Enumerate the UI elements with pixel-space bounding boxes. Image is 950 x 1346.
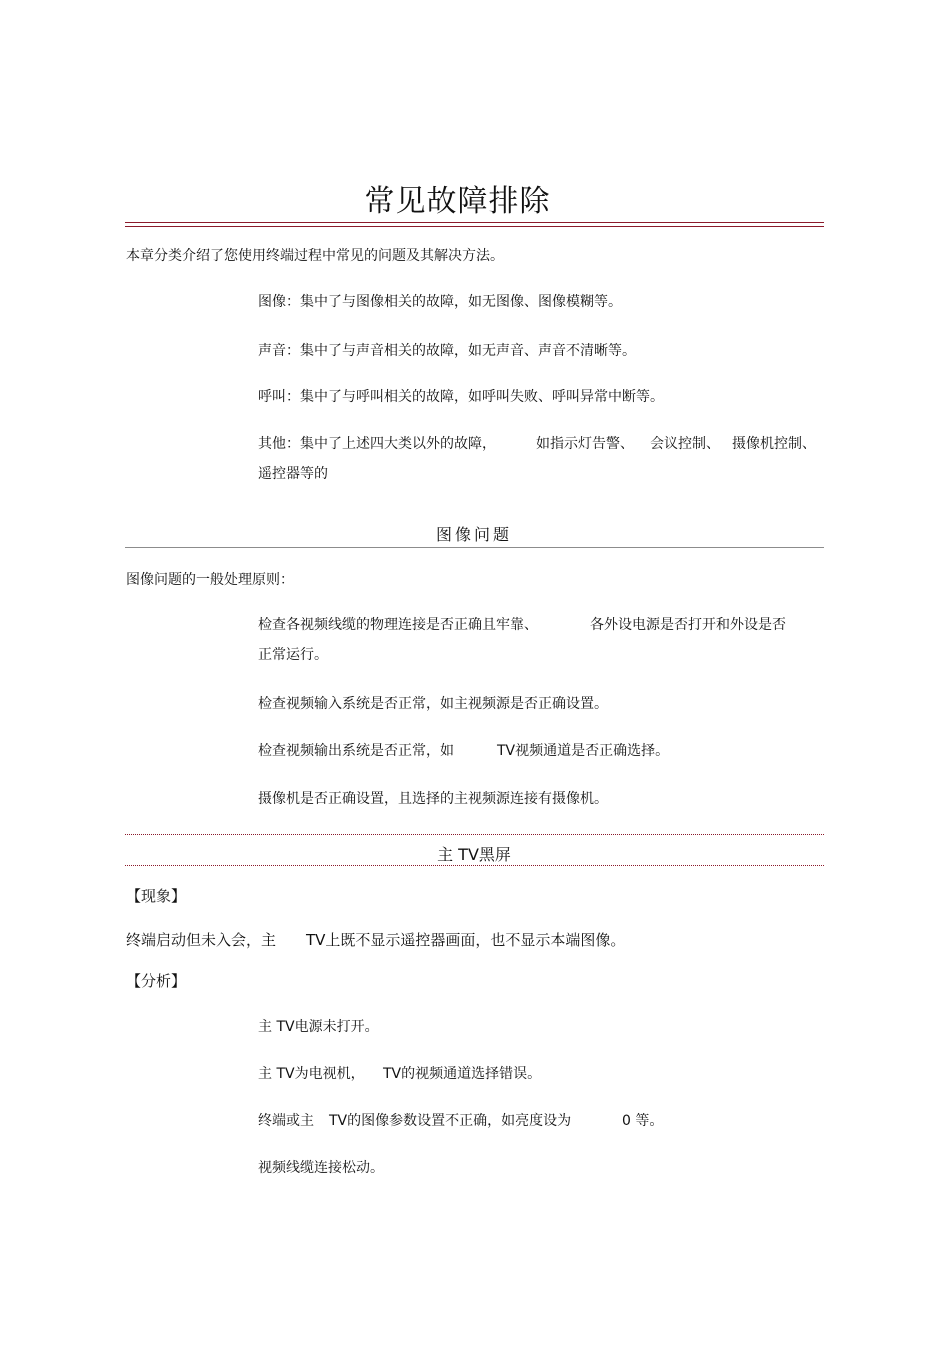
- phenomenon-text-b: TV上既不显示遥控器画面，也不显示本端图像。: [306, 931, 626, 949]
- category-other-line1b: 如指示灯告警、: [536, 436, 634, 452]
- principle-2: 检查视频输入系统是否正常，如主视频源是否正确设置。: [258, 696, 608, 712]
- principle-3a: 检查视频输出系统是否正常，如: [258, 743, 454, 759]
- category-image: 图像：集中了与图像相关的故障，如无图像、图像模糊等。: [258, 294, 622, 310]
- page-title: 常见故障排除: [364, 184, 551, 219]
- title-double-rule: [125, 222, 824, 227]
- subsection-rule-bottom: [125, 865, 824, 866]
- category-other-line1c: 会议控制、: [650, 436, 720, 452]
- phenomenon-label: 【现象】: [126, 887, 187, 905]
- cause-2b: TV的视频通道选择错误。: [383, 1066, 542, 1082]
- cause-4: 视频线缆连接松动。: [258, 1160, 384, 1176]
- category-other-line1d: 摄像机控制、: [732, 436, 816, 452]
- principle-1a: 检查各视频线缆的物理连接是否正确且牢靠、: [258, 617, 538, 633]
- category-other-line2: 遥控器等的: [258, 466, 328, 482]
- category-sound: 声音：集中了与声音相关的故障，如无声音、声音不清晰等。: [258, 343, 636, 359]
- category-call: 呼叫：集中了与呼叫相关的故障，如呼叫失败、呼叫异常中断等。: [258, 389, 664, 405]
- principle-4: 摄像机是否正确设置，且选择的主视频源连接有摄像机。: [258, 791, 608, 807]
- section-heading-image: 图像问题: [435, 525, 512, 544]
- principle-1c: 正常运行。: [258, 647, 328, 663]
- principle-label: 图像问题的一般处理原则：: [126, 572, 294, 588]
- category-other-line1: 其他：集中了上述四大类以外的故障，: [258, 436, 496, 452]
- cause-2a: 主 TV为电视机，: [258, 1066, 365, 1082]
- subsection-heading-tv: 主 TV黑屏: [437, 845, 511, 864]
- cause-1: 主 TV电源未打开。: [258, 1019, 379, 1035]
- cause-3c: 0 等。: [622, 1113, 664, 1129]
- principle-3b: TV视频通道是否正确选择。: [497, 743, 670, 759]
- intro-text: 本章分类介绍了您使用终端过程中常见的问题及其解决方法。: [126, 248, 504, 264]
- subsection-rule-top: [125, 834, 824, 835]
- section-rule: [125, 547, 824, 548]
- cause-3a: 终端或主: [258, 1113, 314, 1129]
- cause-3b: TV的图像参数设置不正确，如亮度设为: [329, 1113, 572, 1129]
- principle-1b: 各外设电源是否打开和外设是否: [590, 617, 786, 633]
- analysis-label: 【分析】: [126, 972, 187, 990]
- phenomenon-text-a: 终端启动但未入会，主: [126, 931, 277, 949]
